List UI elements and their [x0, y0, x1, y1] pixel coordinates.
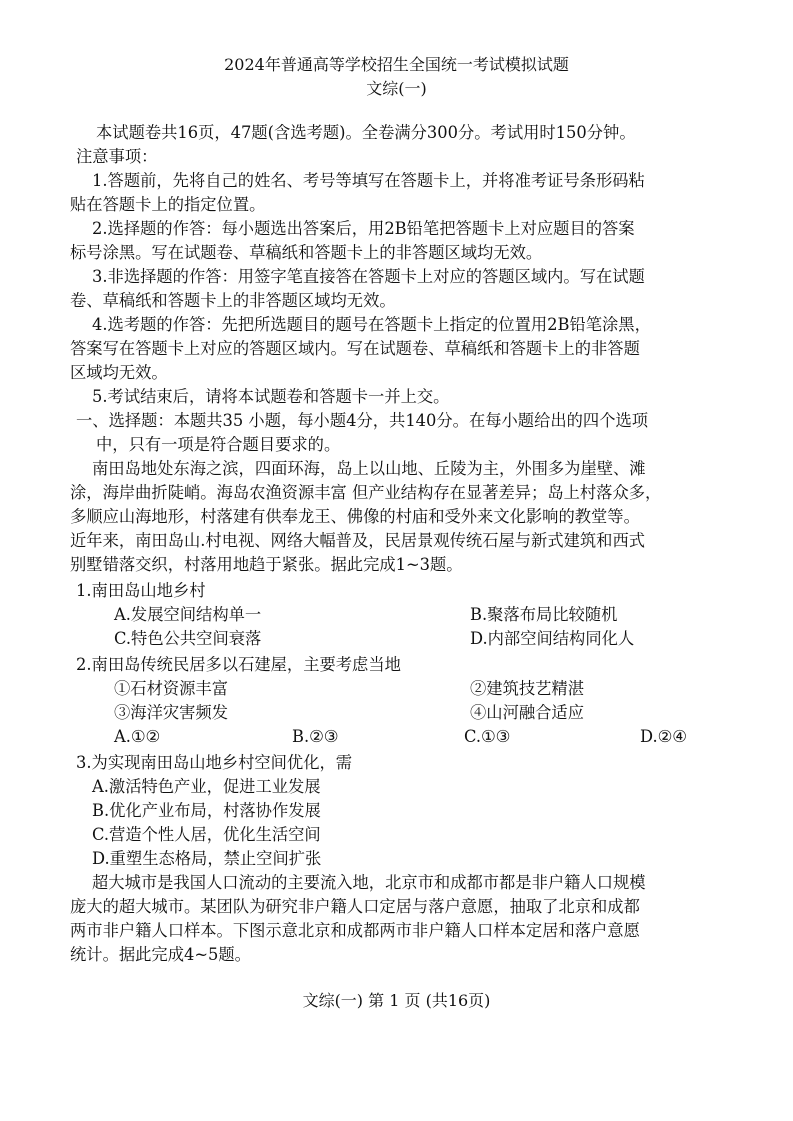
notice-3b: 卷、草稿纸和答题卡上的非答题区域均无效。 — [70, 291, 396, 310]
passage2-line-1: 超大城市是我国人口流动的主要流入地，北京市和成都市都是非户籍人口规模 — [92, 873, 646, 892]
q1-option-a: A.发展空间结构单一 — [114, 605, 262, 624]
q2-option-a: A.①② — [114, 727, 161, 746]
q2-option-c: C.①③ — [464, 727, 511, 746]
q2-stem: 2.南田岛传统民居多以石建屋，主要考虑当地 — [76, 655, 401, 674]
q2-statement-4: ④山河融合适应 — [470, 703, 584, 722]
q3-option-d: D.重塑生态格局，禁止空间扩张 — [92, 849, 322, 868]
notice-title: 注意事项： — [76, 147, 158, 166]
passage1-line-5: 别墅错落交织，村落用地趋于紧张。据此完成1~3题。 — [70, 555, 463, 574]
notice-1a: 1.答题前，先将自己的姓名、考号等填写在答题卡上，并将准考证号条形码粘 — [92, 171, 645, 190]
notice-5: 5.考试结束后，请将本试题卷和答题卡一并上交。 — [92, 387, 450, 406]
q2-option-d: D.②④ — [640, 727, 687, 746]
q2-statement-2: ②建筑技艺精湛 — [470, 679, 584, 698]
notice-4a: 4.选考题的作答：先把所选题目的题号在答题卡上指定的位置用2B铅笔涂黑， — [92, 315, 651, 334]
q2-option-b: B.②③ — [292, 727, 339, 746]
passage1-line-3: 多顺应山海地形，村落建有供奉龙王、佛像的村庙和受外来文化影响的教堂等。 — [70, 507, 640, 526]
notice-3a: 3.非选择题的作答：用签字笔直接答在答题卡上对应的答题区域内。写在试题 — [92, 267, 645, 286]
passage1-line-4: 近年来，南田岛山.村电视、网络大幅普及，民居景观传统石屋与新式建筑和西式 — [70, 531, 646, 550]
notice-2a: 2.选择题的作答：每小题选出答案后，用2B铅笔把答题卡上对应题目的答案 — [92, 219, 635, 238]
notice-1b: 贴在答题卡上的指定位置。 — [70, 195, 266, 214]
q2-statement-1: ①石材资源丰富 — [114, 679, 228, 698]
section-heading: 一、选择题：本题共35 小题，每小题4分，共140分。在每小题给出的四个选项 — [76, 411, 649, 430]
passage1-line-2: 涂，海岸曲折陡峭。海岛农渔资源丰富 但产业结构存在显著差异；岛上村落众多， — [70, 483, 662, 502]
exam-subtitle: 文综(一) — [366, 79, 427, 98]
q1-stem: 1.南田岛山地乡村 — [76, 581, 206, 600]
passage2-line-2: 庞大的超大城市。某团队为研究非户籍人口定居与落户意愿，抽取了北京和成都 — [70, 897, 640, 916]
q2-statement-3: ③海洋灾害频发 — [114, 703, 228, 722]
q3-stem: 3.为实现南田岛山地乡村空间优化，需 — [76, 753, 353, 772]
section-heading-cont: 中，只有一项是符合题目要求的。 — [96, 435, 341, 454]
q3-option-a: A.激活特色产业，促进工业发展 — [92, 777, 321, 796]
q1-option-b: B.聚落布局比较随机 — [470, 605, 618, 624]
passage2-line-3: 两市非户籍人口样本。下图示意北京和成都两市非户籍人口样本定居和落户意愿 — [70, 921, 640, 940]
passage2-line-4: 统计。据此完成4~5题。 — [70, 945, 251, 964]
notice-2b: 标号涂黑。写在试题卷、草稿纸和答题卡上的非答题区域均无效。 — [70, 243, 543, 262]
page-footer: 文综(一) 第 1 页 (共16页) — [302, 991, 491, 1010]
passage1-line-1: 南田岛地处东海之滨，四面环海，岛上以山地、丘陵为主，外围多为崖壁、滩 — [92, 459, 646, 478]
intro-line: 本试题卷共16页，47题(含选考题)。全卷满分300分。考试用时150分钟。 — [96, 123, 636, 142]
notice-4c: 区域均无效。 — [70, 363, 168, 382]
q1-option-c: C.特色公共空间衰落 — [114, 629, 262, 648]
q3-option-b: B.优化产业布局，村落协作发展 — [92, 801, 321, 820]
notice-4b: 答案写在答题卡上对应的答题区域内。写在试题卷、草稿纸和答题卡上的非答题 — [70, 339, 640, 358]
q1-option-d: D.内部空间结构同化人 — [470, 629, 635, 648]
exam-title: 2024年普通高等学校招生全国统一考试模拟试题 — [224, 55, 569, 74]
q3-option-c: C.营造个性人居，优化生活空间 — [92, 825, 321, 844]
